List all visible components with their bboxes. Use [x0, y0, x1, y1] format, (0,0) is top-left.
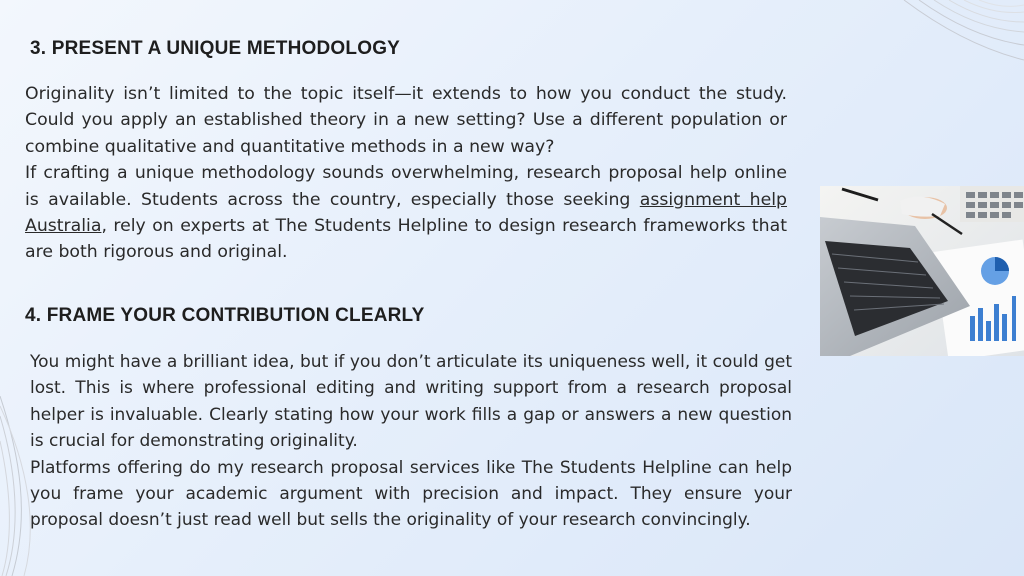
- contribution-body: [30, 349, 792, 534]
- corner-swoosh-decoration: [894, 0, 1024, 100]
- methodology-paragraph: Originality isn’t limited to the topic itself—it extends to how you conduct the study. Could you apply an established theory in a new setting? Use a different population or combine qualitative and quantitative methods in a new way?: [25, 84, 787, 157]
- contribution-paragraph: You might have a brilliant idea, but if you don’t articulate its uniqueness well, it could get lost. This is where professional editing and writing support from a research proposal helper is invaluable. Clearly stating how your work fills a gap or answers a new question is crucial for demonstrating originality.: [30, 352, 792, 452]
- methodology-body: [25, 81, 787, 266]
- section-heading-contribution: 4. FRAME YOUR CONTRIBUTION CLEARLY: [25, 305, 425, 326]
- platforms-paragraph: Platforms offering do my research proposal services like The Students Helpline can help you frame your academic argument with precision and impact. They ensure your proposal doesn’t just read well but sells the originality of your research convincingly.: [30, 457, 792, 531]
- assignment-help-australia-link[interactable]: assignment help Australia: [25, 189, 787, 237]
- help-text-after-link: , rely on experts at The Students Helpline to design research frameworks that are both rigorous and original.: [25, 216, 787, 263]
- section-heading-methodology: 3. PRESENT A UNIQUE METHODOLOGY: [30, 38, 401, 59]
- photo-illustration: [820, 186, 1024, 356]
- help-text-before-link: If crafting a unique methodology sounds overwhelming, research proposal help online is available. Students across the country, especially those seeking: [25, 163, 787, 210]
- laptop-calculator-photo: [820, 186, 1024, 356]
- methodology-help-paragraph: [25, 160, 787, 266]
